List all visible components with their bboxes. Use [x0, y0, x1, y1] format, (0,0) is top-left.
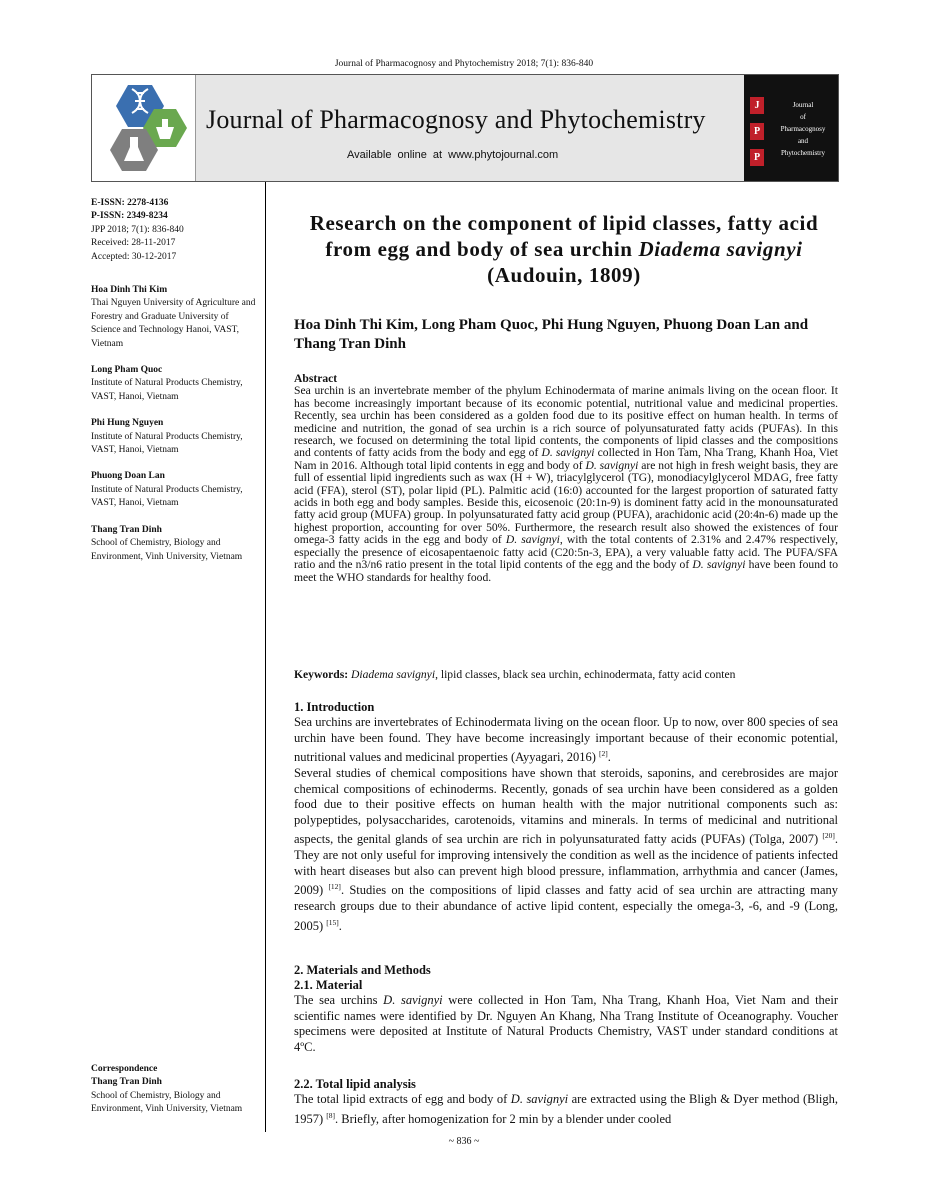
- author-block: Phi Hung Nguyen Institute of Natural Products Chemistry, VAST, Hanoi, Vietnam: [91, 418, 243, 456]
- journal-logo-icon: [92, 75, 196, 181]
- author-block: Phuong Doan Lan Institute of Natural Products Chemistry, VAST, Hanoi, Vietnam: [91, 471, 243, 509]
- paper-title: Research on the component of lipid classes, fatty acid from egg and body of sea urchin Diadema savignyi (Audouin, 1809): [309, 211, 819, 287]
- issn-block: E-ISSN: 2278-4136 P-ISSN: 2349-8234 JPP 2018; 7(1): 836-840 Received: 28-11-2017 Accepted: 30-12-2017: [91, 198, 184, 262]
- author-block: Long Pham Quoc Institute of Natural Products Chemistry, VAST, Hanoi, Vietnam: [91, 365, 243, 402]
- correspondence-block: Correspondence Thang Tran Dinh School of Chemistry, Biology and Environment, Vinh University, Vietnam: [91, 1064, 243, 1115]
- material-text: The sea urchins D. savignyi were collected in Hon Tam, Nha Trang, Khanh Hoa, Viet Nam and their scientific names were identified by Dr. Nguyen An Khang, Nha Trang Institute of Oceanography. Voucher specimens were deposited at Institute of Natural Products Chemistry, VAST under standard conditions at 4ºC.: [294, 993, 838, 1054]
- abstract-text: Sea urchin is an invertebrate member of the phylum Echinodermata of marine animals living on the ocean floor. It has become increasingly important because of its economic potential, nutritional value and medicinal properties. Recently, sea urchin has been considered as a golden food due to its positive effect on human health. In terms of medicine and nutrition, the gonad of sea urchin is a rich source of polyunsaturated fatty acids (PUFAs). In this research, we focused on determining the total lipid contents, the components of lipid classes and the compositions and contents of fatty acids from the body and egg of D. savignyi collected in Hon Tam, Nha Trang, Khanh Hoa, Viet Nam in 2016. Although total lipid contents in egg and body of D. savignyi are not high in fresh weight basis, they are full of essential lipid ingredients such as wax (H + W), triacylglycerol (TG), monodiacylglycerol MDAG, free fatty acid (FFA), sterol (ST), polar lipid (PL). Palmitic acid (16:0) accounted for the largest proportion of saturated fatty acids in both egg and body samples. Beside this, eicosenoic (20:1n-9) is dominent fatty acid in the monounsaturated fatty acid group (MUFA) group. In polyunsaturated fatty acid group (PUFA), arachidonic acid (20:4n-6) made up the highest proportion, accounting for over 50%. Furthermore, the research result also showed the existences of four omega-3 fatty acids in the egg and body of D. savignyi, with the total contents of 2.31% and 2.47% respectively, especially the presence of eicosapentaenoic fatty acid (C20:5n-3, EPA), a very valuable fatty acid. The PUFA/SFA ratio and the n3/n6 ratio present in the total lipid contents of the egg and the body of D. savignyi have been found to meet the WHO standards for healthy food.: [294, 384, 838, 584]
- lipid-analysis-heading: 2.2. Total lipid analysis: [294, 1077, 416, 1091]
- page-number: ~ 836 ~: [448, 1136, 480, 1147]
- author-list: Hoa Dinh Thi Kim, Long Pham Quoc, Phi Hung Nguyen, Phuong Doan Lan and Thang Tran Dinh: [294, 317, 809, 352]
- introduction-text: Sea urchins are invertebrates of Echinodermata living on the ocean floor. Up to now, over 800 species of sea urchin have been found. They have become increasingly important because of their economic potential, nutritional values and medicinal properties (Ayyagari, 2016) [2]. Several studies of chemical compositions have shown that steroids, saponins, and cerebrosides are major chemical compositions of echinoderms. Recently, gonads of sea urchin have been considered as a golden food due to their positive effects on human health with the major nutritional components such as: polypeptides, polysaccharides, carotenoids, vitamins and minerals. In terms of medicinal and nutritional aspects, the genital glands of sea urchin are rich in polyunsaturated fatty acids (PUFAs) (Tolga, 2007) [20]. They are not only useful for improving intensively the condition as well as the incidence of patients infected with heart diseases but also can prevent high blood pressure, inflammation, arrhythmia and cancer (James, 2009) [12]. Studies on the compositions of lipid classes and fatty acid of sea urchin are attracting many research groups due to their abundance of active lipid content, especially the omega-3, -6, and -9 (Long, 2005) [15].: [294, 715, 838, 933]
- material-heading: 2.1. Material: [294, 978, 363, 992]
- column-divider: [265, 182, 266, 1132]
- methods-section: [294, 963, 838, 1055]
- journal-banner: [91, 74, 839, 182]
- author-block: Thang Tran Dinh School of Chemistry, Biology and Environment, Vinh University, Vietnam: [91, 524, 243, 562]
- jpp-letter: J: [750, 97, 764, 114]
- jpp-letter: P: [750, 149, 764, 166]
- abstract-heading: Abstract: [294, 372, 338, 385]
- jpp-text: Journal of Pharmacognosy and Phytochemistry: [780, 101, 826, 157]
- journal-name: Journal of Pharmacognosy and Phytochemistry: [206, 105, 706, 134]
- methods-heading: 2. Materials and Methods: [294, 963, 431, 977]
- author-block: Hoa Dinh Thi Kim Thai Nguyen University of Agriculture and Forestry and Graduate University of Science and Technology Hanoi, VAST, Vietnam: [91, 285, 256, 349]
- keywords: Keywords: Diadema savignyi, lipid classes, black sea urchin, echinodermata, fatty acid conten: [294, 668, 736, 681]
- lipid-analysis-section: [294, 1077, 838, 1127]
- introduction-heading: 1. Introduction: [294, 700, 375, 714]
- lipid-analysis-text: The total lipid extracts of egg and body of D. savignyi are extracted using the Bligh & Dyer method (Bligh, 1957) [8]. Briefly, after homogenization for 2 min by a blender under cooled: [294, 1092, 839, 1126]
- abstract: [294, 373, 838, 584]
- running-head: Journal of Pharmacognosy and Phytochemistry 2018; 7(1): 836-840: [334, 59, 594, 69]
- jpp-letter: P: [750, 123, 764, 140]
- available-online: Available online at www.phytojournal.com: [347, 149, 559, 161]
- author-affiliations: [91, 284, 259, 577]
- introduction-section: [294, 700, 838, 934]
- jpp-badge: [744, 75, 838, 181]
